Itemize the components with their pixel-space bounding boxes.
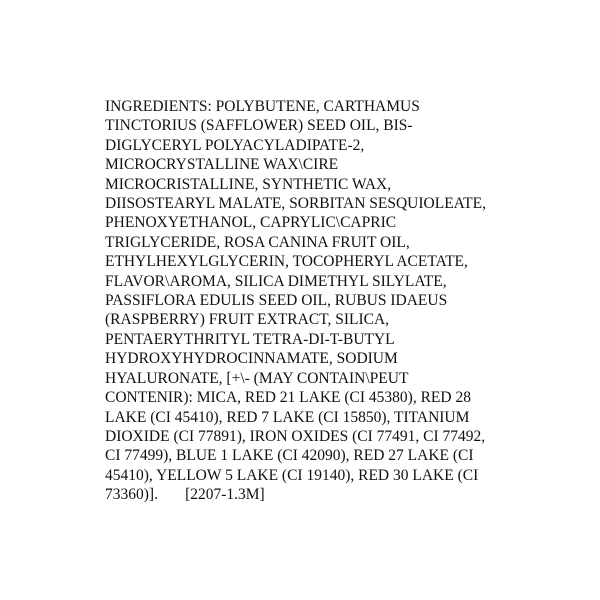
- ingredients-line: 73360)]. [2207-1.3M]: [105, 486, 265, 504]
- ingredients-line: DIOXIDE (CI 77891), IRON OXIDES (CI 77491, CI 77492,: [105, 427, 486, 445]
- ingredients-line: FLAVOR\AROMA, SILICA DIMETHYL SILYLATE,: [105, 272, 447, 290]
- ingredients-line: PHENOXYETHANOL, CAPRYLIC\CAPRIC: [105, 214, 397, 232]
- ingredients-line: HYDROXYHYDROCINNAMATE, SODIUM: [105, 350, 398, 368]
- ingredients-line: 45410), YELLOW 5 LAKE (CI 19140), RED 30 LAKE (CI: [105, 466, 479, 484]
- ingredients-line: DIISOSTEARYL MALATE, SORBITAN SESQUIOLEATE,: [105, 195, 486, 213]
- ingredients-line: DIGLYCERYL POLYACYLADIPATE-2,: [105, 136, 365, 154]
- ingredients-line: ETHYLHEXYLGLYCERIN, TOCOPHERYL ACETATE,: [105, 253, 468, 271]
- ingredients-line: (RASPBERRY) FRUIT EXTRACT, SILICA,: [105, 311, 390, 329]
- ingredients-line: PASSIFLORA EDULIS SEED OIL, RUBUS IDAEUS: [105, 292, 448, 310]
- ingredients-line: TINCTORIUS (SAFFLOWER) SEED OIL, BIS-: [105, 117, 413, 135]
- ingredients-line: MICROCRYSTALLINE WAX\CIRE: [105, 156, 339, 174]
- ingredients-line: TRIGLYCERIDE, ROSA CANINA FRUIT OIL,: [105, 233, 410, 251]
- ingredients-line: PENTAERYTHRITYL TETRA-DI-T-BUTYL: [105, 330, 395, 348]
- ingredients-line: INGREDIENTS: POLYBUTENE, CARTHAMUS: [105, 98, 420, 115]
- ingredients-line: MICROCRISTALLINE, SYNTHETIC WAX,: [105, 175, 392, 193]
- ingredients-line: LAKE (CI 45410), RED 7 LAKE (CI 15850), TITANIUM: [105, 408, 470, 426]
- ingredients-line: HYALURONATE, [+\- (MAY CONTAIN\PEUT: [105, 369, 409, 387]
- ingredients-line: CONTENIR): MICA, RED 21 LAKE (CI 45380), RED 28: [105, 389, 471, 407]
- ingredients-line: CI 77499), BLUE 1 LAKE (CI 42090), RED 27 LAKE (CI: [105, 447, 474, 465]
- ingredients-text: [105, 97, 500, 505]
